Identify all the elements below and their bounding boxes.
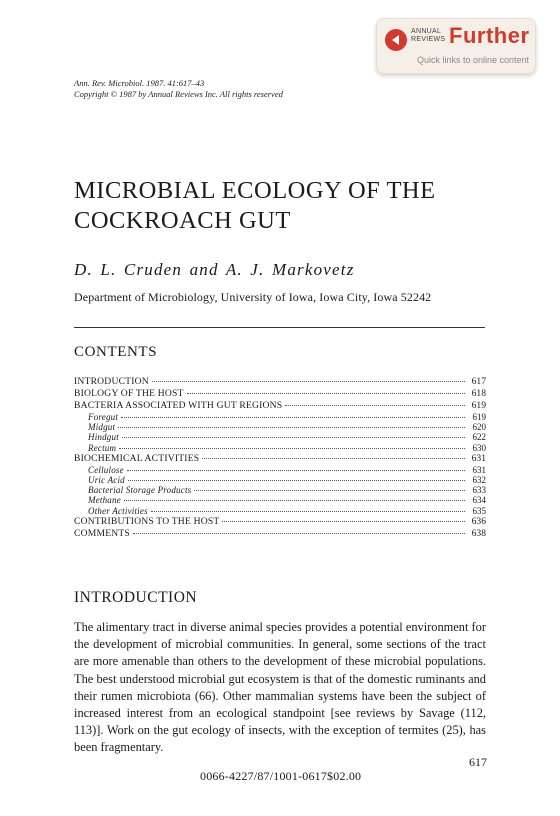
toc-entry-page: 630 bbox=[472, 442, 486, 453]
toc-entry-label: BACTERIA ASSOCIATED WITH GUT REGIONS bbox=[74, 400, 283, 411]
article-title-line-1: MICROBIAL ECOLOGY OF THE bbox=[74, 177, 436, 204]
toc-entry-page: 635 bbox=[472, 505, 486, 516]
toc-subentry bbox=[74, 506, 486, 516]
toc-entry-page: 636 bbox=[471, 515, 486, 527]
introduction-paragraph: The alimentary tract in diverse animal species provides a potential environment for the development of microbial communities. In general, some sections of the tract are more amenable than others to the development of these microbial populations. The best understood microbial gut ecosystem is that of the domestic ruminants and their rumen microbiota (66). Other mammalian systems have been the subject of increased interest from an ecological standpoint [see reviews by Savage (112, 113)]. Work on the gut ecology of insects, with the exception of termites (25), has been fragmentary. bbox=[74, 620, 486, 755]
toc-entry-label: BIOLOGY OF THE HOST bbox=[74, 388, 184, 399]
article-title bbox=[74, 176, 514, 236]
further-badge[interactable] bbox=[376, 18, 536, 74]
toc-entry-label: Other Activities bbox=[88, 505, 148, 516]
toc-entry-page: 620 bbox=[472, 422, 486, 433]
toc-dot-leader bbox=[222, 521, 465, 522]
toc-entry-page: 631 bbox=[471, 452, 486, 464]
toc-entry-label: Midgut bbox=[88, 422, 116, 433]
toc-dot-leader bbox=[151, 511, 465, 512]
toc-entry-label: COMMENTS bbox=[74, 527, 130, 539]
toc-dot-leader bbox=[202, 458, 465, 459]
toc-subentry bbox=[74, 443, 486, 453]
toc-entry-label: Cellulose bbox=[88, 464, 124, 475]
toc-subentry bbox=[74, 422, 486, 432]
toc-dot-leader bbox=[133, 533, 465, 534]
toc-entry-label: Rectum bbox=[88, 442, 117, 453]
toc-entry-label: BIOCHEMICAL ACTIVITIES bbox=[74, 452, 200, 464]
toc-dot-leader bbox=[127, 470, 465, 471]
journal-citation bbox=[74, 78, 283, 100]
play-left-arrow-icon bbox=[385, 29, 407, 51]
toc-entry bbox=[74, 528, 486, 540]
toc-subentry bbox=[74, 432, 486, 442]
toc-entry-page: 619 bbox=[472, 412, 486, 422]
toc-subentry bbox=[74, 485, 486, 495]
toc-entry-page: 619 bbox=[471, 400, 486, 411]
table-of-contents bbox=[74, 376, 486, 540]
toc-entry-page: 633 bbox=[472, 485, 486, 496]
toc-entry-label: INTRODUCTION bbox=[74, 376, 149, 387]
toc-entry-page: 622 bbox=[472, 432, 486, 443]
toc-entry-label: Uric Acid bbox=[88, 474, 125, 485]
toc-subentry bbox=[74, 412, 486, 422]
toc-entry-page: 618 bbox=[471, 388, 486, 399]
toc-dot-leader bbox=[121, 417, 465, 418]
toc-dot-leader bbox=[124, 500, 465, 501]
toc-entry-label: Hindgut bbox=[88, 432, 119, 443]
toc-entry bbox=[74, 388, 486, 400]
page-number: 617 bbox=[469, 755, 487, 769]
article-title-line-2: COCKROACH GUT bbox=[74, 207, 291, 234]
toc-entry-page: 634 bbox=[472, 495, 486, 506]
toc-entry-page: 632 bbox=[472, 474, 486, 485]
toc-entry bbox=[74, 453, 486, 465]
toc-entry-page: 617 bbox=[471, 376, 486, 387]
toc-entry-label: Methane bbox=[88, 495, 121, 506]
article-code: 0066-4227/87/1001-0617$02.00 bbox=[200, 769, 362, 783]
toc-entry bbox=[74, 516, 486, 528]
toc-dot-leader bbox=[194, 490, 465, 491]
further-title: Further bbox=[449, 23, 530, 48]
introduction-heading: INTRODUCTION bbox=[74, 589, 198, 606]
toc-dot-leader bbox=[128, 480, 465, 481]
toc-entry bbox=[74, 376, 486, 388]
toc-dot-leader bbox=[122, 437, 465, 438]
author-affiliation: Department of Microbiology, University of Iowa, Iowa City, Iowa 52242 bbox=[74, 290, 432, 304]
divider-rule bbox=[74, 327, 485, 328]
toc-entry bbox=[74, 400, 486, 412]
article-authors: D. L. Cruden and A. J. Markovetz bbox=[74, 260, 355, 279]
further-subtitle: Quick links to online content bbox=[417, 55, 530, 65]
toc-entry-page: 631 bbox=[472, 464, 486, 475]
toc-entry-label: CONTRIBUTIONS TO THE HOST bbox=[74, 515, 220, 527]
toc-dot-leader bbox=[285, 405, 465, 406]
toc-entry-label: Foregut bbox=[88, 412, 119, 422]
toc-entry-page: 638 bbox=[471, 527, 486, 539]
citation-line-1: Ann. Rev. Microbiol. 1987. 41:617–43 bbox=[74, 78, 205, 88]
toc-entry-label: Bacterial Storage Products bbox=[88, 485, 192, 496]
contents-heading: CONTENTS bbox=[74, 344, 158, 360]
toc-dot-leader bbox=[119, 448, 465, 449]
toc-subentry bbox=[74, 465, 486, 475]
toc-dot-leader bbox=[152, 381, 465, 382]
citation-line-2: Copyright © 1987 by Annual Reviews Inc. All rights reserved bbox=[74, 89, 283, 99]
annual-reviews-logo-text: ANNUAL REVIEWS bbox=[411, 28, 446, 43]
toc-dot-leader bbox=[118, 427, 465, 428]
toc-dot-leader bbox=[187, 393, 465, 394]
toc-subentry bbox=[74, 495, 486, 505]
toc-subentry bbox=[74, 475, 486, 485]
